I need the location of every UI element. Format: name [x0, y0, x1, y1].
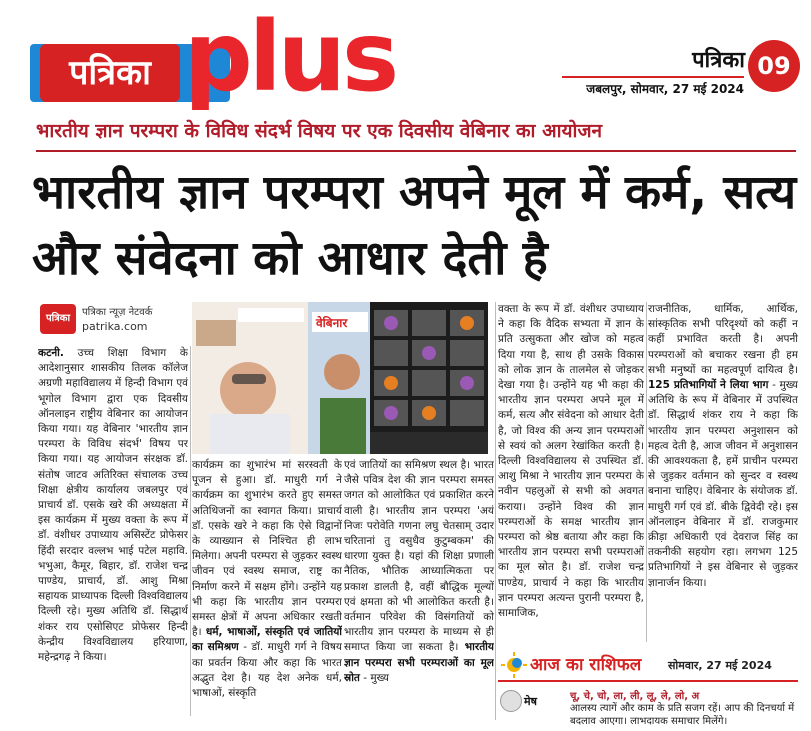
- byline-source: पत्रिका न्यूज़ नेटवर्क: [82, 307, 153, 318]
- subhead: धर्म, भाषाओं, संस्कृति एवं जातियों का समिश्रण: [192, 626, 342, 654]
- article-column-1: [38, 346, 188, 716]
- column-text: उच्च शिक्षा विभाग के आदेशानुसार शासकीय तिलक कॉलेज अग्रणी महाविद्यालय में हिन्दी विभाग एवं भूगोल विभाग द्वारा एक दिवसीय ऑनलाइन राष्ट्रीय वेबिनार का आयोजन किया गया। यह वेबिनार 'भारतीय ज्ञान परम्परा के विविध संदर्भ' विषय पर किया गया। यह आयोजन संरक्षक डॉ. संतोष जाटव अतिरिक्त संचालक उच्च शिक्षा क्षेत्रीय कार्यालय जबलपुर एवं प्राचार्य डॉ. एसके खरे की अध्यक्षता में इस कार्यक्रम में मुख्य वक्ता के रूप में डॉ. वंशीधर उपाध्याय असिस्टेंट प्रोफेसर हिंदी सरदार वल्लभ भाई पटेल महावि. भभुआ, कैमूर, बिहार, डॉ. राजेश चन्द्र पाण्डेय, प्राचार्य, डॉ. आशु मिश्रा सहायक प्राध्यापक दिल्ली विश्वविद्यालय दिल्ली रहे। मुख्य अतिथि डॉ. सिद्धार्थ शंकर राय एसोसिएट प्रोफेसर हिन्दी केन्द्रीय विश्वविद्यालय हरियाणा, महेन्द्रगढ़ ने किया।: [38, 347, 188, 664]
- headline: भारतीय ज्ञान परम्परा अपने मूल में कर्म, सत्य और संवेदना को आधार देती है: [32, 165, 797, 286]
- kicker-rule: [36, 150, 796, 152]
- sun-moon-icon: [500, 651, 528, 679]
- webinar-photo-illustration: [192, 302, 488, 454]
- kicker: भारतीय ज्ञान परम्परा के विविध संदर्भ विषय पर एक दिवसीय वेबिनार का आयोजन: [36, 120, 603, 142]
- rashi-letters: चू, चे, चो, ला, ली, लू, ले, लो, अ: [570, 691, 700, 702]
- rashi-text: आलस्य त्यागें और काम के प्रति सजग रहें। आप की दिनचर्या में बदलाव आएगा। लाभदायक समाचार मिलेंगे।: [570, 703, 795, 727]
- column-text: वक्ता के रूप में डॉ. वंशीधर उपाध्याय ने कहा कि वैदिक सभ्यता में ज्ञान के प्रति उत्सुकता और खोज को महत्व दिया गया है, साथ ही उसके विकास को लोक ज्ञान के तालमेल से जोड़कर देखा गया है। उन्होंने यह भी कहा की भारतीय ज्ञान परम्परा अपने मूल में कर्म, सत्य और संवेदना को आधार देती है, जो विश्व की अन्य ज्ञान परम्पराओं से स्वयं को अलग रेखांकित करती है। दिल्ली विश्वविद्यालय से उपस्थित डॉ. आशु मिश्रा ने भारतीय ज्ञान परम्परा के नवीन पहलुओं से सभी को अवगत कराया। उन्होंने विश्व की ज्ञान परम्पराओं के समक्ष भारतीय ज्ञान परम्परा को श्रेष्ठ बताया और कहा कि भारतीय ज्ञान परम्परा सभी परम्पराओं का मूल स्रोत है। डॉ. राजेश चन्द्र पाण्डेय, प्राचार्य ने कहा कि भारतीय ज्ञान परम्परा अत्यन्त पुरानी परम्परा है, सामाजिक,: [498, 303, 644, 620]
- article-column-3: [344, 458, 494, 720]
- byline-site: patrika.com: [82, 320, 148, 333]
- column-text: राजनीतिक, धार्मिक, आर्थिक, सांस्कृतिक सभी परिदृश्यों को कहीं न कहीं प्रभावित करती है। अपनी परम्पराओं को बचाकर रखना ही हम सभी मनुष्यों का महत्वपूर्ण दायित्व है।: [648, 303, 798, 376]
- column-text: - डॉ. माधुरी गर्ग ने विषय का प्रवर्तन किया और कहा कि भारत अद्भुत देश है। यह देश अनेक धर्म, भाषाओं, संस्कृति: [192, 641, 342, 700]
- byline-logo: पत्रिका: [40, 304, 76, 334]
- column-rule: [646, 302, 647, 642]
- dateline-city: कटनी.: [38, 347, 64, 359]
- rashifal-rule: [498, 680, 798, 682]
- column-text: - मुख्य अतिथि के रूप में वेबिनार में उपस्थित डॉ. सिद्धार्थ शंकर राय ने कहा कि भारतीय ज्ञान परम्परा अनुशासन को महत्व देती है, आज जीवन में अनुशासन की आवश्यकता है, हमें प्राचीन परम्परा से जुड़कर वर्तमान को सुन्दर व स्वस्थ बनाना चाहिए। वेबिनार के संयोजक डॉ. माधुरी गर्ग एवं डॉ. बीके द्विवेदी रहे। इस ऑनलाइन वेबिनार में डॉ. राजकुमार क्रीड़ा अधिकारी एवं देवराज सिंह का तकनीकी सहयोग रहा। लगभग 125 प्रतिभागियों ने इस वेबिनार से जुड़कर ज्ञानार्जन किया।: [648, 379, 798, 589]
- column-text: - मुख्य: [363, 671, 389, 684]
- rashifal-title: आज का राशिफल: [530, 655, 642, 675]
- brand-name: पत्रिका: [692, 48, 745, 73]
- article-column-5: [648, 302, 798, 638]
- patrika-logo: पत्रिका: [40, 44, 180, 102]
- dateline: जबलपुर, सोमवार, 27 मई 2024: [562, 76, 744, 94]
- column-text: एवं जातियों का समिश्रण स्थल है। भारत जैसे पवित्र देश की ज्ञान परम्परा समस्त जगत को आलोकित एवं प्रकाशित करने वाली है। भारतीय ज्ञान परम्परा 'अयं निजः परोवेति गणना लघु चेतसाम् उदार चरितानां तु वसुधैव कुटुम्बकम' की धारणा युक्त है। यहां की शिक्षा प्रणाली नैतिक, भौतिक आध्यात्मिकता पर प्रकाश डालती है, वहीं बौद्धिक मूल्यों एवं क्षमता को भी आलोकित करती है। वर्तमान परिवेश की विसंगतियों को भारतीय ज्ञान परम्परा के माध्यम से ही समाप्त किया जा सकता है।: [344, 459, 494, 654]
- column-text: कार्यक्रम का शुभारंभ मां सरस्वती के पूजन से हुआ। डॉ. माधुरी गर्ग ने कार्यक्रम का शुभारंभ करते हुए समस्त अतिथिजनों का स्वागत किया। प्राचार्य डॉ. एसके खरे ने कहा कि ऐसे विद्वानों के व्याख्यान से निश्चित ही लाभ मिलेगा। अपनी परम्परा से जुड़कर स्वस्थ जीवन एवं स्वस्थ समाज, राष्ट्र का निर्माण करने में सक्षम होंगे। उन्होंने यह भी कहा कि भारतीय ज्ञान परम्परा समस्त क्षेत्रों में अपना अधिकार रखती है।: [192, 459, 342, 639]
- subhead: 125 प्रतिभागियों ने लिया भाग: [648, 379, 769, 392]
- photo-banner: वेबिनार: [316, 316, 348, 330]
- aries-icon: [500, 690, 522, 712]
- article-column-2: [192, 458, 342, 720]
- column-rule: [190, 346, 191, 716]
- plus-logo: plus: [184, 1, 396, 113]
- rashi-sign: मेष: [524, 695, 537, 708]
- column-rule: [495, 302, 496, 720]
- subhead: भारतीय ज्ञान परम्परा सभी परम्पराओं का मूल स्रोत: [344, 641, 494, 684]
- webinar-photo: [192, 302, 488, 454]
- page-number-badge: 09: [748, 40, 800, 92]
- rashifal-date: सोमवार, 27 मई 2024: [668, 659, 772, 672]
